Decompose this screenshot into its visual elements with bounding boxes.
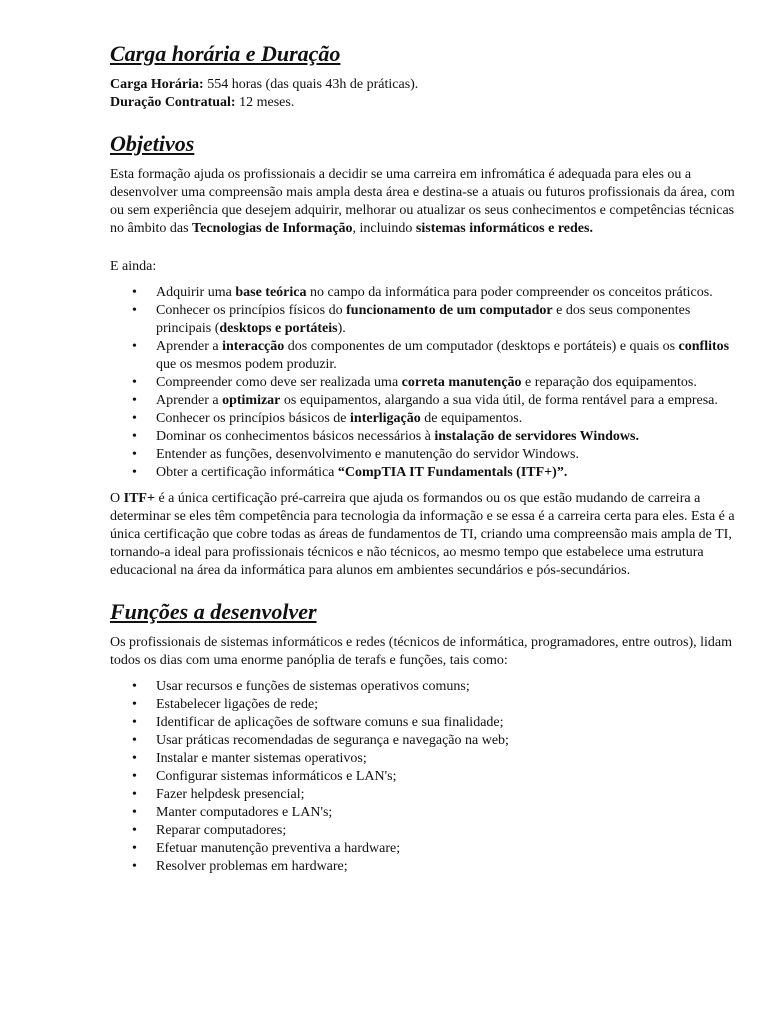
list-item — [132, 714, 738, 732]
list-item — [132, 822, 738, 840]
bullet-icon: • — [132, 733, 137, 748]
list-item-text: Aprender a — [156, 393, 223, 408]
list-item — [132, 446, 738, 464]
bullet-icon: • — [132, 679, 137, 694]
list-item-text: que os mesmos podem produzir. — [156, 357, 337, 372]
carga-horaria-line — [110, 76, 738, 94]
list-item-bold: desktops e portáteis — [219, 321, 338, 336]
list-item — [132, 374, 738, 392]
list-item — [132, 678, 738, 696]
bullet-icon: • — [132, 393, 137, 408]
bullet-icon: • — [132, 787, 137, 802]
list-item-bold: interacção — [222, 339, 285, 354]
list-item-text: Instalar e manter sistemas operativos; — [156, 751, 367, 766]
bullet-icon: • — [132, 339, 137, 354]
list-item-bold: correta manutenção — [401, 375, 522, 390]
e-ainda-text: E ainda: — [110, 259, 157, 274]
list-item-text: Fazer helpdesk presencial; — [156, 787, 305, 802]
list-item — [132, 696, 738, 714]
bullet-icon: • — [132, 411, 137, 426]
objetivos-list — [110, 284, 738, 482]
objetivos-intro-bold-d: sistemas informáticos e redes. — [415, 221, 593, 236]
duracao-line — [110, 94, 738, 112]
list-item — [132, 750, 738, 768]
bullet-icon: • — [132, 375, 137, 390]
list-item — [132, 428, 738, 446]
funcoes-list — [110, 678, 738, 876]
list-item — [132, 464, 738, 482]
bullet-icon: • — [132, 859, 137, 874]
list-item-text: Dominar os conhecimentos básicos necessários à — [156, 429, 435, 444]
list-item — [132, 840, 738, 858]
bullet-icon: • — [132, 285, 137, 300]
list-item — [132, 768, 738, 786]
funcoes-intro: Os profissionais de sistemas informáticos e redes (técnicos de informática, programadores, entre outros), lidam todos os dias com uma enorme panóplia de terafs e funções, tais como: — [110, 635, 733, 668]
list-item-bold: “CompTIA IT Fundamentals (ITF+)”. — [337, 465, 568, 480]
bullet-icon: • — [132, 697, 137, 712]
list-item — [132, 786, 738, 804]
list-item-text: Compreender como deve ser realizada uma — [156, 375, 402, 390]
list-item — [132, 284, 738, 302]
list-item-text: ). — [337, 321, 346, 336]
bullet-icon: • — [132, 769, 137, 784]
itf-bold: ITF+ — [123, 491, 155, 506]
bullet-icon: • — [132, 447, 137, 462]
list-item-text: Identificar de aplicações de software comuns e sua finalidade; — [156, 715, 504, 730]
list-item-text: Reparar computadores; — [156, 823, 287, 838]
list-item — [132, 302, 738, 338]
bullet-icon: • — [132, 303, 137, 318]
list-item-bold: funcionamento de um computador — [346, 303, 553, 318]
list-item-text: dos componentes de um computador (desktops e portáteis) e quais os — [284, 339, 679, 354]
list-item-text: Estabelecer ligações de rede; — [156, 697, 319, 712]
heading-objetivos: Objetivos — [110, 131, 195, 156]
list-item-text: Aprender a — [156, 339, 223, 354]
bullet-icon: • — [132, 823, 137, 838]
bullet-icon: • — [132, 429, 137, 444]
list-item-text: Manter computadores e LAN's; — [156, 805, 333, 820]
objetivos-intro-text-c: , incluindo — [352, 221, 416, 236]
list-item — [132, 858, 738, 876]
objetivos-intro — [110, 166, 738, 238]
duracao-value: 12 meses. — [235, 95, 295, 110]
list-item-text: e dos seus componentes principais ( — [156, 303, 691, 336]
list-item-text: e reparação dos equipamentos. — [521, 375, 697, 390]
itf-paragraph — [110, 490, 738, 580]
list-item — [132, 804, 738, 822]
bullet-icon: • — [132, 751, 137, 766]
list-item-text: Entender as funções, desenvolvimento e manutenção do servidor Windows. — [156, 447, 579, 462]
objetivos-intro-text-a: Esta formação ajuda os profissionais a decidir se uma carreira em infromática é adequada para eles ou a desenvolver uma compreensão mais ampla desta área e destina-se a atuais ou futuros profissionais da área, com ou sem experiência que desejem adquirir, melhorar ou atualizar os seus conhecimentos e competências técnicas no âmbito das — [110, 167, 735, 236]
bullet-icon: • — [132, 805, 137, 820]
list-item-bold: optimizar — [222, 393, 281, 408]
list-item — [132, 338, 738, 374]
carga-horaria-value: 554 horas (das quais 43h de práticas). — [203, 77, 419, 92]
list-item-text: Resolver problemas em hardware; — [156, 859, 348, 874]
list-item-text: de equipamentos. — [420, 411, 523, 426]
list-item-bold: instalação de servidores Windows. — [434, 429, 639, 444]
duracao-label: Duração Contratual: — [110, 95, 236, 110]
heading-carga-horaria: Carga horária e Duração — [110, 41, 341, 66]
heading-funcoes: Funções a desenvolver — [110, 599, 317, 624]
carga-horaria-label: Carga Horária: — [110, 77, 204, 92]
itf-text-a: O — [110, 491, 124, 506]
list-item-bold: conflitos — [678, 339, 730, 354]
list-item-text: no campo da informática para poder compreender os conceitos práticos. — [306, 285, 713, 300]
list-item-text: Configurar sistemas informáticos e LAN's; — [156, 769, 397, 784]
list-item-text: Efetuar manutenção preventiva a hardware; — [156, 841, 401, 856]
list-item — [132, 392, 738, 410]
list-item — [132, 410, 738, 428]
bullet-icon: • — [132, 715, 137, 730]
itf-text-c: é a única certificação pré-carreira que ajuda os formandos ou os que estão mudando de carreira a determinar se eles têm competência para tecnologia da informação e se essa é a carreira certa para eles. Esta é a única certificação que cobre todas as áreas de fundamentos de TI, criando uma compreensão mais ampla de TI, tornando-a ideal para profissionais técnicos e não técnicos, ao mesmo tempo que estabelece uma estrutura educacional na área da informática para alunos em ambientes secundários e pós-secundários. — [110, 491, 735, 578]
list-item-bold: interligação — [350, 411, 421, 426]
list-item — [132, 732, 738, 750]
objetivos-intro-bold-b: Tecnologias de Informação — [192, 221, 353, 236]
bullet-icon: • — [132, 841, 137, 856]
list-item-bold: base teórica — [235, 285, 307, 300]
list-item-text: Adquirir uma — [156, 285, 236, 300]
bullet-icon: • — [132, 465, 137, 480]
list-item-text: Usar práticas recomendadas de segurança e navegação na web; — [156, 733, 509, 748]
list-item-text: Usar recursos e funções de sistemas operativos comuns; — [156, 679, 470, 694]
list-item-text: os equipamentos, alargando a sua vida útil, de forma rentável para a empresa. — [280, 393, 718, 408]
carga-info — [110, 76, 738, 112]
list-item-text: Obter a certificação informática — [156, 465, 338, 480]
list-item-text: Conhecer os princípios físicos do — [156, 303, 347, 318]
list-item-text: Conhecer os princípios básicos de — [156, 411, 351, 426]
